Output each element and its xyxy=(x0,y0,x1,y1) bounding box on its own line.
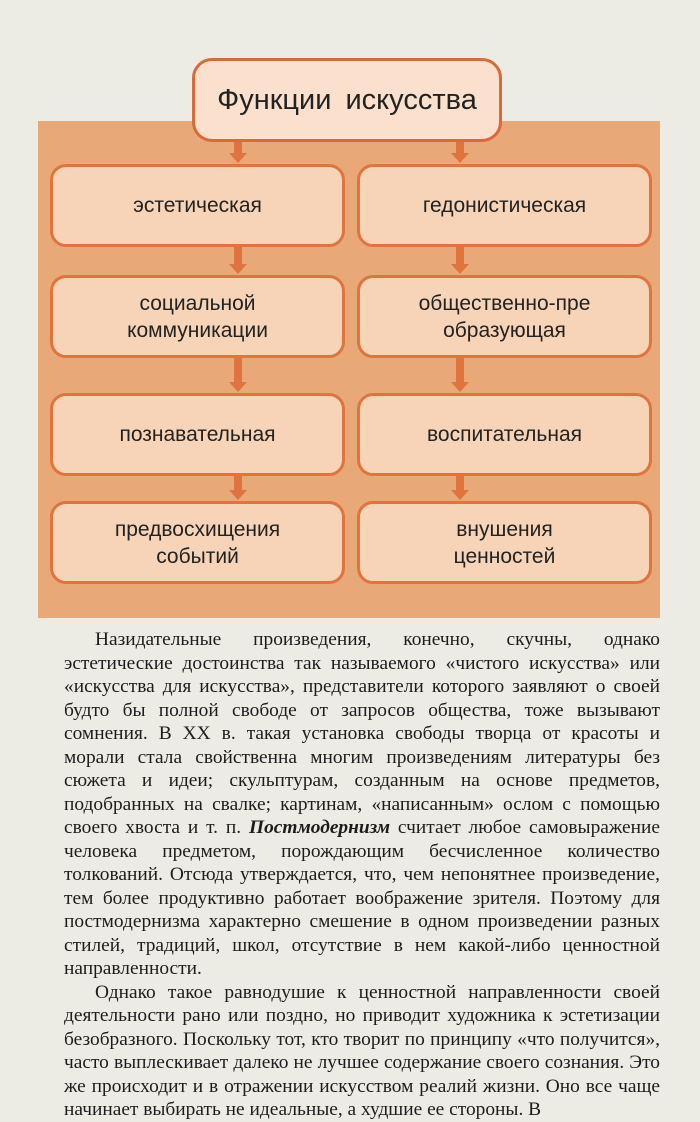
node-label: общественно-преобразующая xyxy=(418,291,591,342)
paragraph-text: считает любое самовыражение человека предметом, порождающим бесчисленное количество толкований. Отсюда утверждается, что, чем непонятнее произведение, тем более продуктивно работает воображение зрителя. Поэтому для постмодернизма характерно смешение в одном произведении разных стилей, традиций, школ, отсутствие в нем какой-либо ценностной направленности. xyxy=(64,817,660,979)
function-anticipation-of-events xyxy=(50,501,345,584)
diagram-title: Функции искусства xyxy=(192,58,502,142)
function-aesthetic: эстетическая xyxy=(50,164,345,247)
function-educational: воспитательная xyxy=(357,393,652,476)
function-socially-transformative xyxy=(357,275,652,358)
node-label: предвосхищения событий xyxy=(114,517,281,568)
paragraph xyxy=(64,628,660,981)
node-label: внушения ценностей xyxy=(453,517,556,568)
function-social-communication xyxy=(50,275,345,358)
function-cognitive: познавательная xyxy=(50,393,345,476)
paragraph: Однако такое равнодушие к ценностной направленности своей деятельности рано или поздно, но приводит художника к эстетизации безобразного. Поскольку тот, кто творит по принципу «что получится», часто выплескивает далеко не лучшее содержание своего сознания. Это же происходит и в отражении искусством реалий жизни. Оно все чаще начинает выбирать не идеальные, а худшие ее стороны. В xyxy=(64,981,660,1120)
paragraph-text: Назидательные произведения, конечно, скучны, однако эстетические достоинства так называемого «чистого искусства» или «искусства для искусства», представители которого заявляют о своей будто бы полной свободе от запросов общества, тоже вызывают сомнения. В XX в. такая установка свободы творца от красоты и морали стала свойственна многим произведениям литературы без сюжета и идеи; скульптурам, созданным на основе предметов, подобранных на свалке; картинам, «написанным» ослом с помощью своего хвоста и т. п. xyxy=(64,629,660,838)
node-label: социальной коммуникации xyxy=(127,291,268,342)
body-text xyxy=(64,628,660,1122)
function-instilling-values xyxy=(357,501,652,584)
term-postmodernism: Постмодернизм xyxy=(249,817,391,838)
function-hedonistic: гедонистическая xyxy=(357,164,652,247)
